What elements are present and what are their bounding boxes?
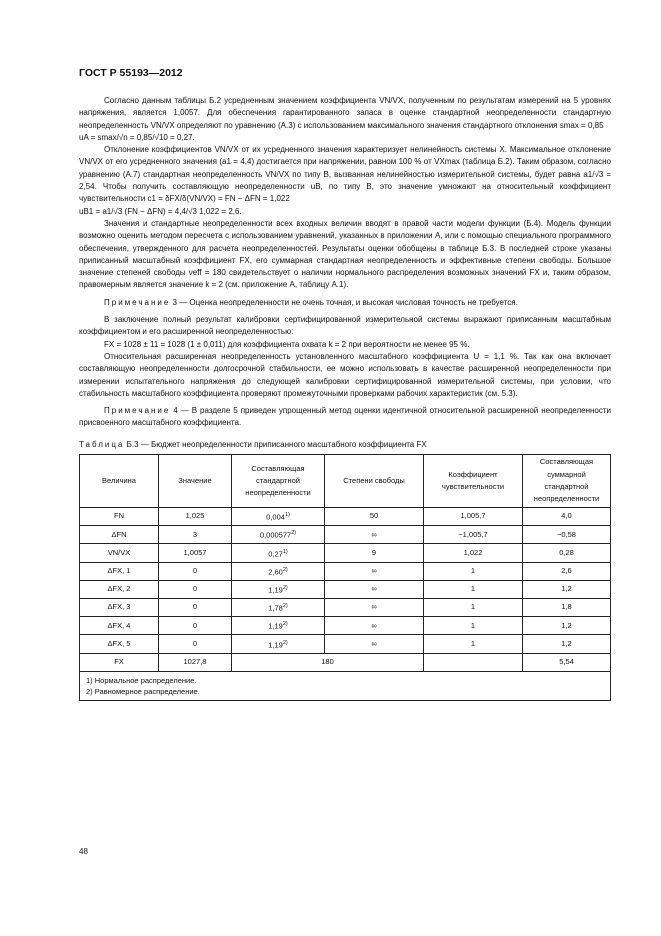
cell-value: 1027,8 xyxy=(159,653,232,671)
equation-ub1: uB1 = a1/√3 (FN − ΔFN) = 4,4/√3 1,022 = 2,6. xyxy=(79,206,242,216)
cell-dof: ∞ xyxy=(325,635,424,653)
paragraph: В заключение полный результат калибровки сертифицированной измерительной системы выражают приписанным масштабным коэффициентом и его расширенной неопределенностью: xyxy=(79,315,611,337)
cell-dof: ∞ xyxy=(325,617,424,635)
cell-value: 1,025 xyxy=(159,508,232,526)
cell-contribution: 4,0 xyxy=(523,508,611,526)
cell-value: 0 xyxy=(159,580,232,598)
footnote-ref: 2) xyxy=(282,566,288,573)
table-footnotes xyxy=(80,671,611,700)
cell-contribution: −0,58 xyxy=(523,526,611,544)
footnote: 1) Нормальное распределение. xyxy=(86,675,197,685)
page-number: 48 xyxy=(79,847,88,856)
cell-quantity: VN/VX xyxy=(80,544,159,562)
column-header: Степени свободы xyxy=(325,455,424,508)
cell-quantity: ΔFX, 3 xyxy=(80,598,159,616)
cell-uncertainty: 1,78$^{2)}$ xyxy=(232,598,325,616)
table-caption-text: Б.3 — Бюджет неопределенности приписанного масштабного коэффициента FX xyxy=(124,439,427,449)
cell-sensitivity: 1 xyxy=(424,598,523,616)
cell-quantity: ΔFX, 5 xyxy=(80,635,159,653)
table-row xyxy=(80,526,611,544)
cell-value: 1,0057 xyxy=(159,544,232,562)
cell-value: 0 xyxy=(159,617,232,635)
equation-ua: uA = smax/√n = 0,85/√10 = 0,27. xyxy=(79,132,195,142)
column-header: Составляющая стандартной неопределенности xyxy=(232,455,325,508)
cell-dof: 9 xyxy=(325,544,424,562)
uncertainty-budget-table xyxy=(79,454,611,701)
cell-contribution: 2,6 xyxy=(523,562,611,580)
cell-contribution: 0,28 xyxy=(523,544,611,562)
cell-sensitivity: −1,005,7 xyxy=(424,526,523,544)
cell-quantity: ΔFX, 2 xyxy=(80,580,159,598)
cell-value: 0 xyxy=(159,598,232,616)
footnote-ref: 2) xyxy=(282,584,288,591)
cell-sensitivity: 1,022 xyxy=(424,544,523,562)
cell-dof: ∞ xyxy=(325,580,424,598)
note-text: 4 — В разделе 5 приведен упрощенный метод оценки идентичной относительной расширенной неопределенности присвоенного масштабного коэффициента. xyxy=(79,406,611,428)
cell-value: 0 xyxy=(159,635,232,653)
cell-contribution: 1,8 xyxy=(523,598,611,616)
cell-quantity: FX xyxy=(80,653,159,671)
cell-uncertainty: 1,19$^{2)}$ xyxy=(232,580,325,598)
column-header: Составляющая суммарной стандартной неопределенности xyxy=(523,455,611,508)
footnote-ref: 1) xyxy=(282,548,288,555)
paragraph: FX = 1028 ± 11 = 1028 (1 ± 0,011) для коэффициента охвата k = 2 при вероятности не менее 95 %. xyxy=(104,339,470,349)
paragraph: Отклонение коэффициентов VN/VX от их усредненного значения характеризует нелинейность системы X. Максимальное отклонение VN/VX от его усредненного значения (a1 = 4,4) достигается при напряжении, равном 100 % от VXmax (таблица Б.2). Таким образом, согласно уравнению (А.7) стандартная неопределенность VN/VX по типу В, вызванная нелинейностью измерительной системы, будет равна a1/√3 = 2,54. Чтобы получить составляющую неопределенности uB, по типу В, это значение умножают на относительный коэффициент чувствительности c1 = δFX/δ(VN/VX) = FN − ΔFN = 1,022 xyxy=(79,145,611,204)
table-header-row xyxy=(80,455,611,508)
note-3 xyxy=(79,297,611,309)
column-header: Коэффициент чувствительности xyxy=(424,455,523,508)
cell-sensitivity: 1 xyxy=(424,580,523,598)
cell-uncertainty: 1,19$^{2)}$ xyxy=(232,617,325,635)
cell-sensitivity: 1 xyxy=(424,562,523,580)
table-row xyxy=(80,544,611,562)
cell-dof: 50 xyxy=(325,508,424,526)
cell-uncertainty: 0,000577$^{2)}$ xyxy=(232,526,325,544)
table-row xyxy=(80,598,611,616)
footnote-ref: 2) xyxy=(282,603,288,610)
footnote: 2) Равномерное распределение. xyxy=(86,686,200,696)
cell-sensitivity: 1 xyxy=(424,617,523,635)
table-row xyxy=(80,580,611,598)
cell-dof: ∞ xyxy=(325,598,424,616)
footnote-ref: 2) xyxy=(291,530,297,537)
column-header: Значение xyxy=(159,455,232,508)
table-caption xyxy=(79,439,611,451)
cell-dof: ∞ xyxy=(325,526,424,544)
cell-quantity: FN xyxy=(80,508,159,526)
note-4 xyxy=(79,405,611,430)
footnote-ref: 2) xyxy=(282,621,288,628)
note-text: 3 — Оценка неопределенности не очень точная, и высокая числовая точность не требуется. xyxy=(170,297,518,307)
cell-sensitivity: 1 xyxy=(424,635,523,653)
paragraph: Согласно данным таблицы Б.2 усредненным значением коэффициента VN/VX, полученным по результатам измерений на 5 уровнях напряжения, является 1,0057. Для обеспечения гарантированного запаса в оценке стандартной неопределенности стандартную неопределенность VN/VX определяют по уравнению (А.3) с использованием максимального значения стандартного отклонения smax = 0,85 xyxy=(79,96,611,130)
cell-uncertainty: 1,19$^{2)}$ xyxy=(232,635,325,653)
note-label: Примечание xyxy=(104,406,171,416)
cell-dof: 180 xyxy=(232,653,424,671)
cell-uncertainty: 0,27$^{1)}$ xyxy=(232,544,325,562)
cell-contribution: 1,2 xyxy=(523,635,611,653)
table-row xyxy=(80,508,611,526)
cell-sensitivity: 1,005,7 xyxy=(424,508,523,526)
table-caption-label: Таблица xyxy=(79,439,125,449)
footnote-ref: 1) xyxy=(284,512,290,519)
footnote-ref: 2) xyxy=(282,639,288,646)
paragraph: Значения и стандартные неопределенности всех входных величин вводят в правой части модели функции (Б.4). Модель функции возможно оценить методом пересчета с использованием уравнений, указанных в приложении А, или с помощью специального программного обеспечения, утвержденного для расчета неопределенностей. Результаты оценки обобщены в таблице Б.3. В последней строке указаны приписанный масштабный коэффициент FX, его суммарная стандартная неопределенность и эффективные степени свободы. Большое значение степеней свободы νeff = 180 свидетельствует о наличии нормального распределения возможных значений FX и, таким образом, правомерным является значение k = 2 (см. приложение А, таблицу А.1). xyxy=(79,218,611,290)
cell-value: 3 xyxy=(159,526,232,544)
table-total-row xyxy=(80,653,611,671)
cell-contribution: 5,54 xyxy=(523,653,611,671)
note-label: Примечание xyxy=(104,297,171,307)
cell-quantity: ΔFN xyxy=(80,526,159,544)
table-row xyxy=(80,635,611,653)
document-header: ГОСТ Р 55193—2012 xyxy=(79,67,183,79)
document-body xyxy=(79,95,611,701)
cell-quantity: ΔFX, 1 xyxy=(80,562,159,580)
cell-dof: ∞ xyxy=(325,562,424,580)
cell-quantity: ΔFX, 4 xyxy=(80,617,159,635)
cell-contribution: 1,2 xyxy=(523,617,611,635)
cell-contribution: 1,2 xyxy=(523,580,611,598)
table-row xyxy=(80,617,611,635)
cell-value: 0 xyxy=(159,562,232,580)
column-header: Величина xyxy=(80,455,159,508)
cell-sensitivity xyxy=(424,653,523,671)
paragraph: Относительная расширенная неопределенность установленного масштабного коэффициента U = 1,1 %. Так как она включает составляющую неопределенности долгосрочной стабильности, ее можно использовать в качестве расширенной неопределенности при измерении испытательного напряжения до следующей калибровки сертифицированной измерительной системы, при условии, что стабильность масштабного коэффициента проверяют промежуточными проверками рабочих характеристик (см. 5.3). xyxy=(79,351,611,398)
cell-uncertainty: 2,60$^{2)}$ xyxy=(232,562,325,580)
table-row xyxy=(80,562,611,580)
cell-uncertainty: 0,004$^{1)}$ xyxy=(232,508,325,526)
